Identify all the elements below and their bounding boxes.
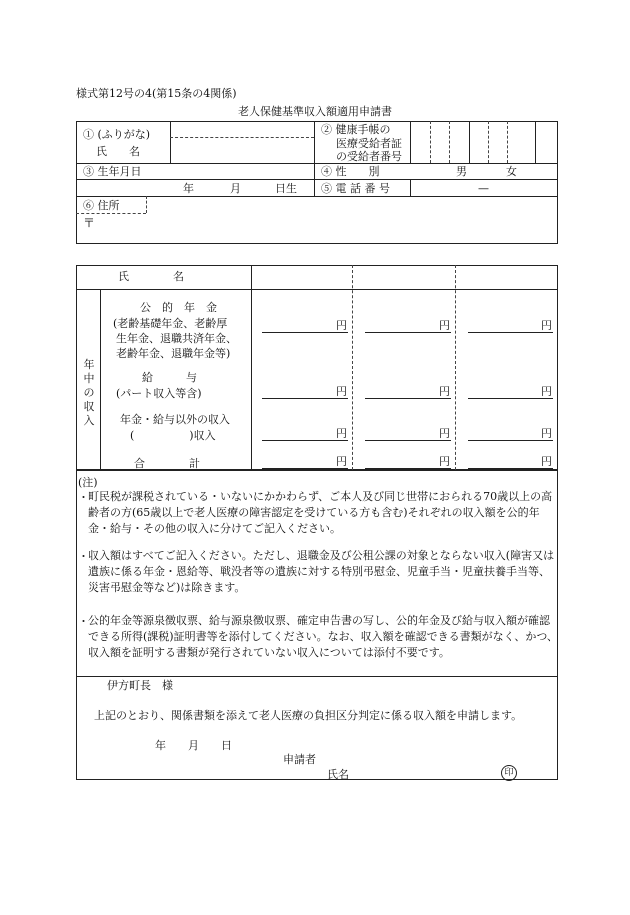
yen-unit: 円 <box>439 319 450 332</box>
amount-input-line[interactable] <box>365 440 451 441</box>
yen-unit: 円 <box>336 427 347 440</box>
amount-input-line[interactable] <box>365 398 451 399</box>
addressee: 伊方町長 様 <box>107 679 173 692</box>
insurance-label-2: 医療受給者証 <box>336 137 402 150</box>
insurance-label-1: ② 健康手帳の <box>321 123 391 136</box>
amount-input-line[interactable] <box>468 440 553 441</box>
amount-input-line[interactable] <box>262 468 348 469</box>
yen-unit: 円 <box>541 385 552 398</box>
amount-input-line[interactable] <box>262 398 348 399</box>
furigana-label: ① (ふりがな) <box>83 128 151 141</box>
yen-unit: 円 <box>439 427 450 440</box>
seal-mark: 印 <box>501 765 517 781</box>
phone-dash: — <box>478 182 489 195</box>
amount-input-line[interactable] <box>468 468 553 469</box>
note-bullet: ・ <box>78 615 89 628</box>
name-label: 氏 名 <box>96 145 140 158</box>
pension-title: 公 的 年 金 <box>140 301 217 314</box>
applicant-name-label: 氏名 <box>327 768 349 781</box>
yen-unit: 円 <box>336 385 347 398</box>
form-title: 老人保健基準収入額適用申請書 <box>238 105 392 118</box>
insurance-label-3: の受給者番号 <box>336 150 402 163</box>
total-label: 合 計 <box>134 457 200 470</box>
postal-mark: 〒 <box>83 216 96 230</box>
yen-unit: 円 <box>439 455 450 468</box>
name-input-area[interactable] <box>171 138 313 162</box>
notes-heading: (注) <box>78 476 98 489</box>
yen-unit: 円 <box>439 385 450 398</box>
amount-input-line[interactable] <box>262 332 348 333</box>
amount-input-line[interactable] <box>262 440 348 441</box>
sex-label: ④ 性 別 <box>321 165 380 178</box>
applicant-label: 申請者 <box>283 753 316 766</box>
pension-desc-3: 老齢年金、退職年金等) <box>116 347 231 360</box>
amount-input-line[interactable] <box>468 398 553 399</box>
note-item-2: 収入額はすべてご記入ください。ただし、退職金及び公租公課の対象とならない収入(障害又は遺族に係る年金・恩給等、戦没者等の遺族に対する特別弔慰金、児童手当・児童扶養手当等、災害弔慰金等など)は除きます。 <box>88 549 555 594</box>
amount-input-line[interactable] <box>468 332 553 333</box>
application-statement: 上記のとおり、関係書類を添えて老人医療の負担区分判定に係る収入額を申請します。 <box>94 709 523 722</box>
yen-unit: 円 <box>541 319 552 332</box>
other-income-title: 年金・給与以外の収入 <box>120 413 230 426</box>
yen-unit: 円 <box>541 455 552 468</box>
birth-day: 日生 <box>275 182 297 195</box>
pension-desc-2: 生年金、退職共済年金、 <box>116 332 237 345</box>
salary-desc: (パート収入等含) <box>116 387 202 400</box>
amount-input-line[interactable] <box>365 332 451 333</box>
yen-unit: 円 <box>336 319 347 332</box>
salary-title: 給 与 <box>142 371 197 384</box>
address-label: ⑥ 住所 <box>83 199 120 212</box>
birth-month: 月 <box>230 182 241 195</box>
form-number: 様式第12号の4(第15条の4関係) <box>76 87 237 100</box>
yen-unit: 円 <box>541 427 552 440</box>
amount-input-line[interactable] <box>365 468 451 469</box>
income-side-label: 年 中 の 収 入 <box>83 358 95 427</box>
note-item-3: 公的年金等源泉徴収票、給与源泉徴収票、確定申告書の写し、公的年金及び給与収入額が確認できる所得(課税)証明書等を添付してください。なお、収入額を確認できる書類がなく、かつ、収入額を証明する書類が発行されていない収入については添付不要です。 <box>88 614 558 659</box>
sex-female[interactable]: 女 <box>506 165 517 178</box>
birth-year: 年 <box>183 182 194 195</box>
birth-label: ③ 生年月日 <box>83 165 142 178</box>
note-bullet: ・ <box>78 491 89 504</box>
income-name-header: 氏 名 <box>118 270 184 283</box>
note-bullet: ・ <box>78 550 89 563</box>
phone-label: ⑤ 電 話 番 号 <box>321 182 390 195</box>
application-date[interactable]: 年 月 日 <box>155 739 232 752</box>
note-item-1: 町民税が課税されている・いないにかかわらず、ご本人及び同じ世帯におられる70歳以上の高齢者の方(65歳以上で老人医療の障害認定を受けている方も含む)それぞれの収入額を公的年金・給与・その他の収入に分けてご記入ください。 <box>88 490 553 535</box>
yen-unit: 円 <box>336 455 347 468</box>
sex-male[interactable]: 男 <box>456 165 467 178</box>
other-income-desc: ( )収入 <box>130 429 216 442</box>
pension-desc-1: (老齢基礎年金、老齢厚 <box>113 317 228 330</box>
